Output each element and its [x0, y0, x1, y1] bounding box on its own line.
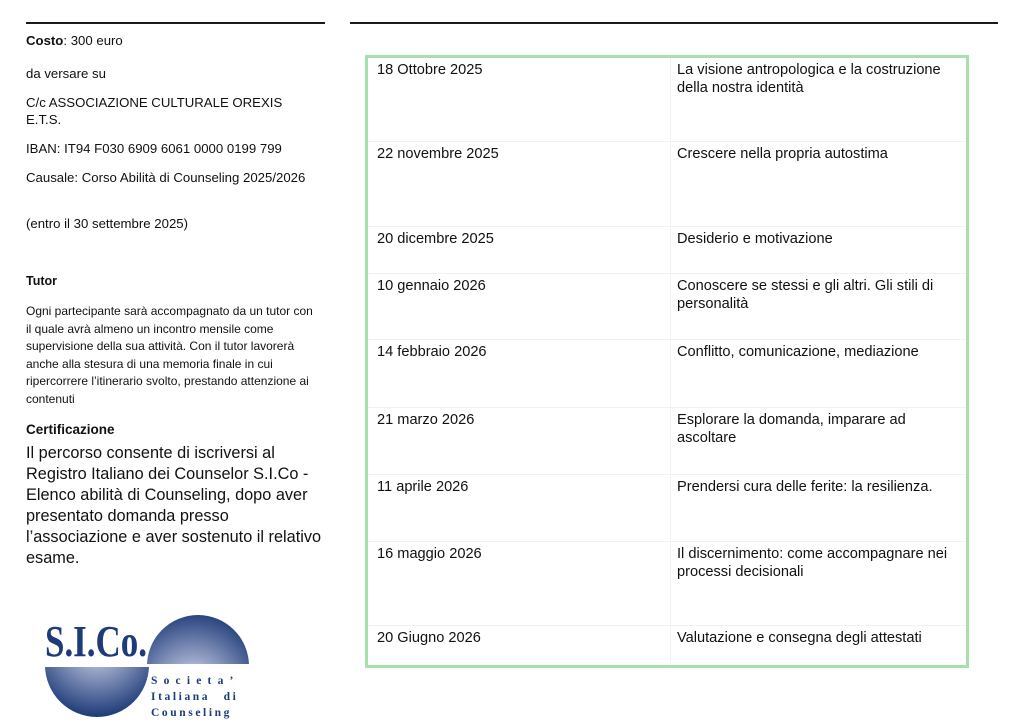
schedule-row: [368, 141, 966, 227]
schedule-row: [368, 407, 966, 475]
tutor-heading: Tutor: [26, 274, 58, 288]
tutor-text: Ogni partecipante sarà accompagnato da un tutor con il quale avrà almeno un incontro mensile come supervisione della sua attività. Con il tutor lavorerà anche alla stesura di una memoria finale in cui ripercorrere l’itinerario svolto, prestando attenzione ai contenuti: [26, 304, 313, 406]
session-topic: Il discernimento: come accompagnare nei processi decisionali: [677, 546, 948, 580]
bank-account: C/c ASSOCIAZIONE CULTURALE OREXIS E.T.S.: [26, 95, 283, 127]
top-rule-right: [350, 22, 998, 24]
sico-logo: [40, 606, 260, 723]
schedule-row: [368, 226, 966, 274]
session-topic: Crescere nella propria autostima: [677, 146, 888, 162]
session-topic: Desiderio e motivazione: [677, 231, 833, 247]
session-date: 20 dicembre 2025: [377, 231, 494, 247]
session-date: 20 Giugno 2026: [377, 630, 481, 646]
certification-text: Il percorso consente di iscriversi al Registro Italiano dei Counselor S.I.Co - Elenco abilità di Counseling, dopo aver presentato domanda presso l’associazione e aver sostenuto il relativo esame.: [26, 444, 322, 567]
schedule-row: [368, 58, 966, 141]
schedule-row: [368, 541, 966, 626]
schedule-row: [368, 474, 966, 542]
session-topic: Conoscere se stessi e gli altri. Gli stili di personalità: [677, 278, 934, 312]
schedule-table: [365, 55, 969, 668]
session-date: 10 gennaio 2026: [377, 278, 486, 294]
session-date: 22 novembre 2025: [377, 146, 499, 162]
session-date: 14 febbraio 2026: [377, 344, 487, 360]
session-topic: Esplorare la domanda, imparare ad ascoltare: [677, 412, 906, 446]
session-date: 11 aprile 2026: [377, 479, 469, 495]
payment-deadline: (entro il 30 settembre 2025): [26, 216, 188, 231]
session-date: 18 Ottobre 2025: [377, 62, 483, 78]
cost-label: Costo: [26, 33, 64, 48]
schedule-row: [368, 273, 966, 340]
iban: IBAN: IT94 F030 6909 6061 0000 0199 799: [26, 141, 282, 156]
logo-line-2: Italiana di: [151, 691, 239, 703]
cost-line: [26, 33, 123, 50]
schedule-row: [368, 625, 966, 666]
session-date: 16 maggio 2026: [377, 546, 482, 562]
logo-acronym: S.I.Co.: [45, 617, 147, 666]
cost-value: : 300 euro: [63, 33, 123, 48]
session-topic: La visione antropologica e la costruzione della nostra identità: [677, 62, 941, 96]
logo-line-1: Societa’: [151, 675, 240, 687]
top-rule-left: [26, 22, 325, 24]
session-topic: Conflitto, comunicazione, mediazione: [677, 344, 919, 360]
pay-to-text: da versare su: [26, 66, 106, 81]
logo-line-3: Counseling: [151, 707, 232, 719]
session-date: 21 marzo 2026: [377, 412, 475, 428]
certification-heading: Certificazione: [26, 422, 115, 437]
schedule-row: [368, 339, 966, 408]
payment-reason: Causale: Corso Abilità di Counseling 2025/2026: [26, 170, 306, 185]
session-topic: Valutazione e consegna degli attestati: [677, 630, 922, 646]
session-topic: Prendersi cura delle ferite: la resilienza.: [677, 479, 933, 495]
